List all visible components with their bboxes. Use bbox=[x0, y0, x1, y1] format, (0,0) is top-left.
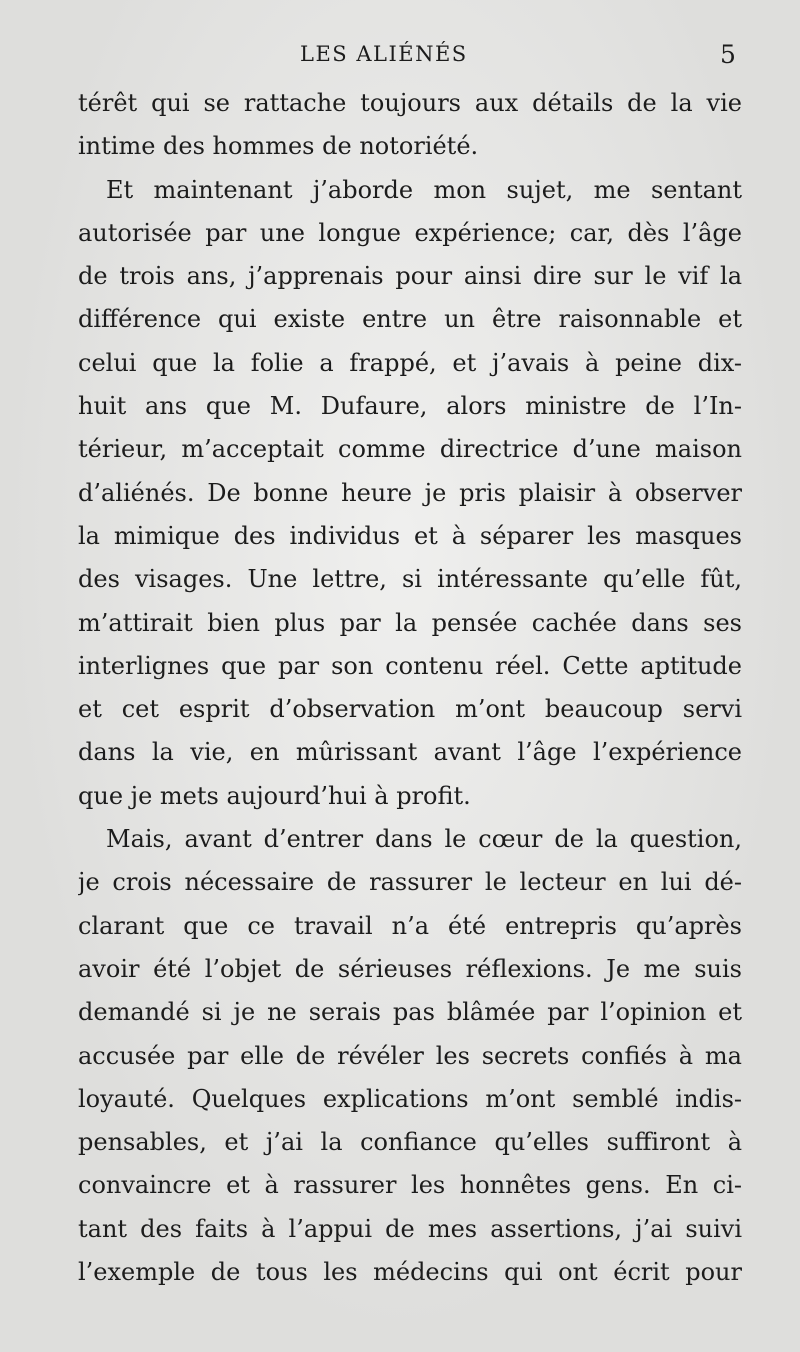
page-header-title: LES ALIÉNÉS bbox=[300, 42, 468, 66]
text-line: celui que la folie a frappé, et j’avais à peine dix- bbox=[78, 348, 742, 377]
text-line: et cet esprit d’observation m’ont beaucoup servi bbox=[78, 695, 742, 724]
text-line: m’attirait bien plus par la pensée cachée dans ses bbox=[78, 608, 742, 637]
text-line: clarant que ce travail n’a été entrepris qu’après bbox=[78, 911, 742, 940]
text-line: avoir été l’objet de sérieuses réflexions. Je me suis bbox=[78, 954, 742, 983]
text-line: térêt qui se rattache toujours aux détails de la vie bbox=[78, 89, 742, 117]
running-head bbox=[0, 40, 800, 74]
text-line: accusée par elle de révéler les secrets confiés à ma bbox=[78, 1041, 742, 1070]
text-line: de trois ans, j’apprenais pour ainsi dire sur le vif la bbox=[78, 262, 742, 291]
text-line: l’exemple de tous les médecins qui ont écrit pour bbox=[78, 1258, 742, 1287]
text-line: tant des faits à l’appui de mes assertions, j’ai suivi bbox=[78, 1214, 742, 1243]
text-line: huit ans que M. Dufaure, alors ministre de l’In- bbox=[78, 392, 742, 421]
text-line: loyauté. Quelques explications m’ont semblé indis- bbox=[78, 1084, 742, 1113]
text-line: que je mets aujourd’hui à profit. bbox=[78, 781, 471, 810]
text-line: des visages. Une lettre, si intéressante qu’elle fût, bbox=[78, 565, 742, 594]
text-line: Mais, avant d’entrer dans le cœur de la question, bbox=[106, 825, 742, 854]
text-line: d’aliénés. De bonne heure je pris plaisir à observer bbox=[78, 478, 742, 507]
text-line: dans la vie, en mûrissant avant l’âge l’expérience bbox=[78, 738, 742, 767]
text-line: pensables, et j’ai la confiance qu’elles suffiront à bbox=[78, 1128, 742, 1157]
text-line: la mimique des individus et à séparer les masques bbox=[78, 521, 742, 550]
page-number: 5 bbox=[720, 40, 736, 69]
text-line: Et maintenant j’aborde mon sujet, me sentant bbox=[106, 175, 742, 204]
text-line: convaincre et à rassurer les honnêtes gens. En ci- bbox=[78, 1171, 742, 1200]
text-line: térieur, m’acceptait comme directrice d’une maison bbox=[78, 435, 742, 464]
text-line: intime des hommes de notoriété. bbox=[78, 132, 479, 161]
body-text bbox=[78, 82, 742, 1322]
text-line: interlignes que par son contenu réel. Cette aptitude bbox=[78, 651, 742, 680]
text-line: autorisée par une longue expérience; car, dès l’âge bbox=[78, 218, 742, 247]
text-line: différence qui existe entre un être raisonnable et bbox=[78, 305, 742, 334]
text-line: je crois nécessaire de rassurer le lecteur en lui dé- bbox=[78, 868, 742, 897]
text-line: demandé si je ne serais pas blâmée par l’opinion et bbox=[78, 998, 742, 1027]
